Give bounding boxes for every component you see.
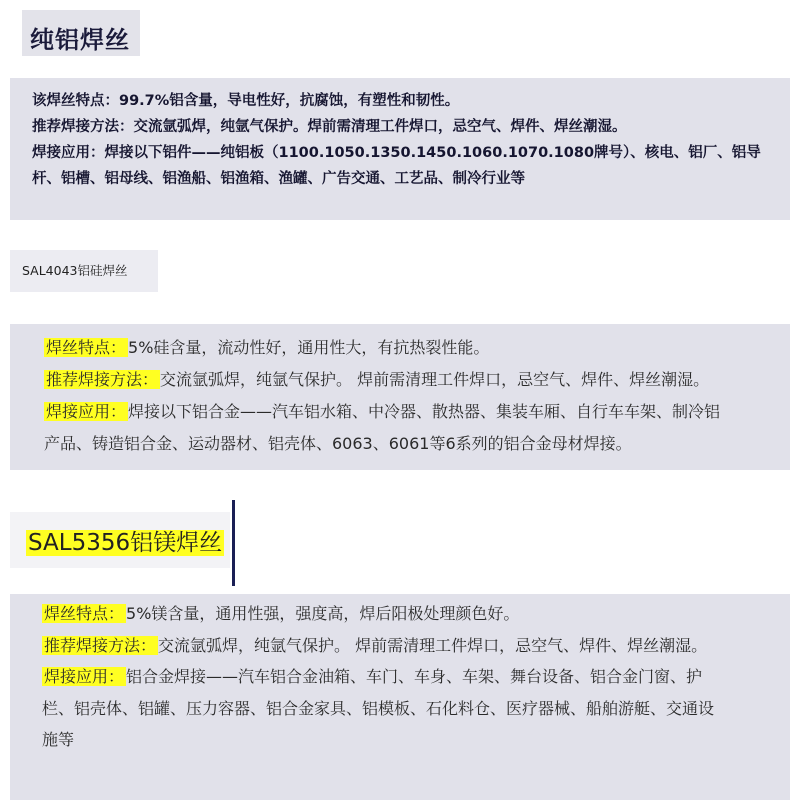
sal4043-application-text: 焊接以下铝合金——汽车铝水箱、中冷器、散热器、集装车厢、自行车车架、制冷铝: [128, 402, 721, 421]
sal5356-feature-label: 焊丝特点：: [44, 604, 125, 623]
sal4043-application-line-cont: 产品、铸造铝合金、运动器材、铝壳体、6063、6061等6系列的铝合金母材焊接。: [44, 434, 632, 453]
sal5356-panel: [10, 594, 790, 800]
page-title: 纯铝焊丝: [22, 10, 140, 56]
pure-aluminum-panel: [10, 78, 790, 220]
pure-al-application-line: 焊接应用：焊接以下铝件——纯铝板（1100.1050.1350.1450.1060.1070.1080牌号）、核电、铝厂、铝导: [32, 145, 761, 161]
sal5356-application-line: [42, 661, 790, 693]
sal4043-feature-line: [44, 332, 790, 364]
sal5356-application-text: 铝合金焊接——汽车铝合金油箱、车门、车身、车架、舞台设备、铝合金门窗、护: [126, 667, 703, 686]
sal4043-method-line: [44, 364, 790, 396]
sal5356-feature-text: 5%镁含量，通用性强，强度高，焊后阳极处理颜色好。: [126, 604, 520, 623]
pure-al-method-line: 推荐焊接方法：交流氩弧焊，纯氩气保护。焊前需清理工件焊口，忌空气、焊件、焊丝潮湿。: [32, 119, 627, 135]
sal4043-feature-label: 焊丝特点：: [46, 338, 127, 357]
sal4043-panel: [10, 324, 790, 470]
sal5356-method-line: [42, 630, 790, 662]
sal5356-application-line-cont: 栏、铝壳体、铝罐、压力容器、铝合金家具、铝模板、石化料仓、医疗器械、船舶游艇、交通设: [42, 698, 715, 718]
sal4043-feature-text: 5%硅含量，流动性好，通用性大，有抗热裂性能。: [128, 338, 490, 357]
sal5356-method-label: 推荐焊接方法：: [44, 635, 157, 655]
sal5356-application-label: 焊接应用：: [44, 667, 125, 686]
pure-al-application-line-cont: 杆、铝槽、铝母线、铝渔船、铝渔箱、渔罐、广告交通、工艺品、制冷行业等: [32, 171, 525, 187]
sal4043-application-line: [44, 396, 790, 428]
sal5356-feature-line: [42, 598, 790, 630]
sal5356-heading: [10, 512, 230, 568]
sal4043-method-text: 交流氩弧焊，纯氩气保护。 焊前需清理工件焊口，忌空气、焊件、焊丝潮湿。: [160, 370, 710, 389]
pure-al-feature-line: 该焊丝特点：99.7%铝含量，导电性好，抗腐蚀，有塑性和韧性。: [32, 93, 460, 109]
sal5356-application-line-end: 施等: [42, 730, 75, 749]
sal5356-method-text: 交流氩弧焊，纯氩气保护。 焊前需清理工件焊口，忌空气、焊件、焊丝潮湿。: [158, 635, 708, 655]
sal4043-method-label: 推荐焊接方法：: [46, 370, 159, 389]
sal5356-heading-text: SAL5356铝镁焊丝: [28, 530, 223, 556]
sal4043-heading: SAL4043铝硅焊丝: [10, 250, 158, 292]
divider-bar: [232, 500, 235, 586]
sal4043-application-label: 焊接应用：: [46, 402, 127, 421]
